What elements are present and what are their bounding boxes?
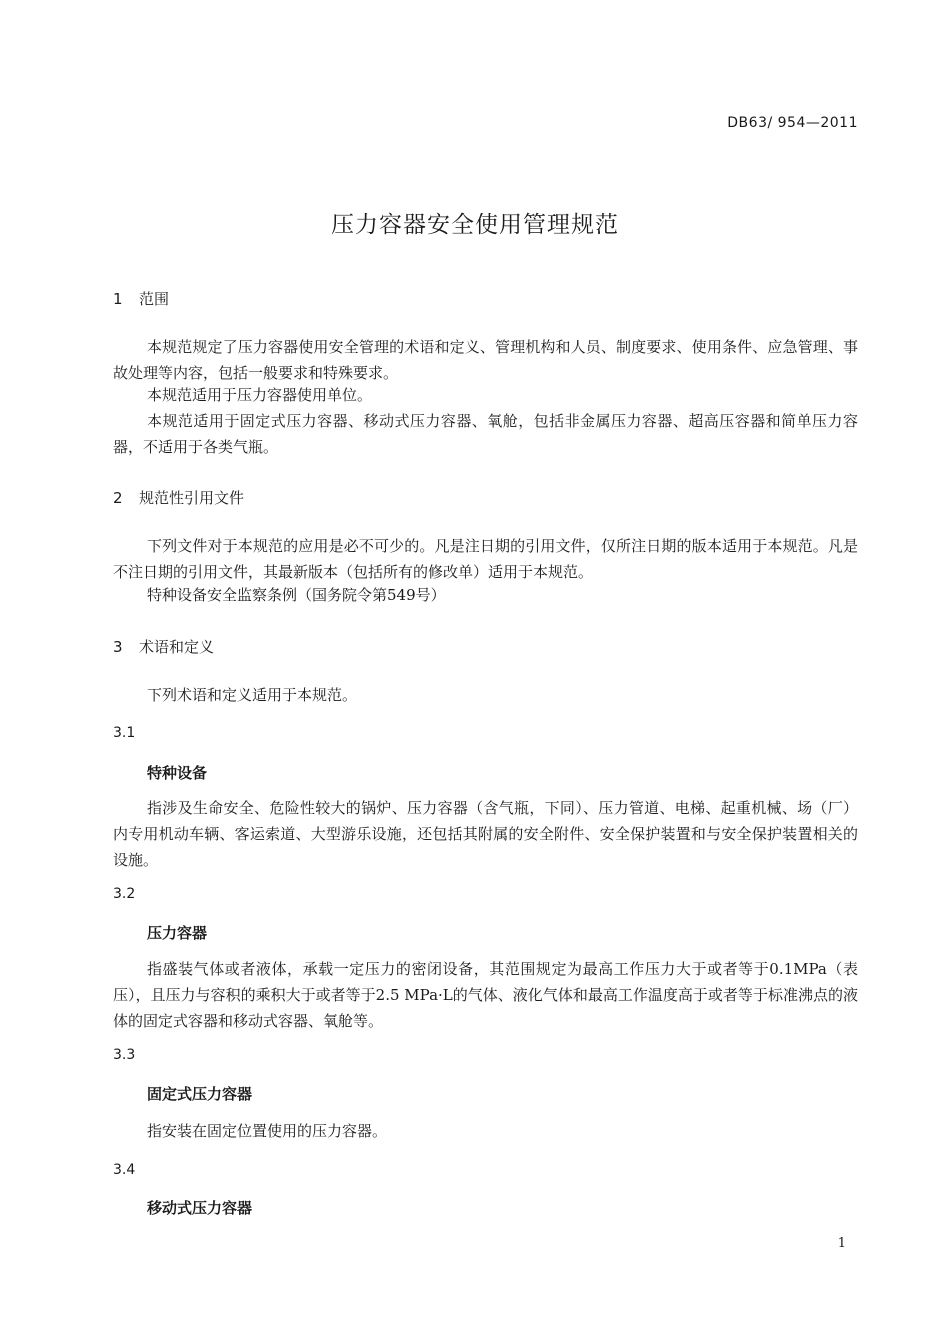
term-number: 3.1 xyxy=(113,725,136,741)
section-number: 1 xyxy=(113,290,123,308)
section-2-paragraph-2: 特种设备安全监察条例（国务院令第549号） xyxy=(147,586,446,604)
section-3-heading xyxy=(113,636,214,657)
section-2-heading xyxy=(113,487,244,508)
term-definition: 指安装在固定位置使用的压力容器。 xyxy=(147,1122,388,1140)
term-name: 压力容器 xyxy=(147,924,208,942)
term-name: 固定式压力容器 xyxy=(147,1085,253,1103)
section-title: 术语和定义 xyxy=(139,638,215,656)
section-3-intro: 下列术语和定义适用于本规范。 xyxy=(147,686,358,704)
section-number: 2 xyxy=(113,489,123,507)
section-title: 范围 xyxy=(139,290,170,308)
section-1-paragraph-3: 本规范适用于固定式压力容器、移动式压力容器、氧舱，包括非金属压力容器、超高压容器和简单压力容器，不适用于各类气瓶。 xyxy=(113,412,858,456)
section-title: 规范性引用文件 xyxy=(139,489,245,507)
page-number: 1 xyxy=(837,1236,846,1251)
term-name: 特种设备 xyxy=(147,764,208,782)
term-number: 3.3 xyxy=(113,1047,136,1063)
document-code: DB63/ 954—2011 xyxy=(727,115,858,131)
section-1-paragraph-1: 本规范规定了压力容器使用安全管理的术语和定义、管理机构和人员、制度要求、使用条件、应急管理、事故处理等内容，包括一般要求和特殊要求。 xyxy=(113,338,858,382)
document-title: 压力容器安全使用管理规范 xyxy=(331,212,619,238)
term-number: 3.4 xyxy=(113,1162,136,1178)
section-1-paragraph-2: 本规范适用于压力容器使用单位。 xyxy=(147,386,373,404)
term-definition: 指涉及生命安全、危险性较大的锅炉、压力容器（含气瓶，下同）、压力管道、电梯、起重机械、场（厂）内专用机动车辆、客运索道、大型游乐设施，还包括其附属的安全附件、安全保护装置和与安全保护装置相关的设施。 xyxy=(113,799,858,869)
section-2-paragraph-1: 下列文件对于本规范的应用是必不可少的。凡是注日期的引用文件，仅所注日期的版本适用于本规范。凡是不注日期的引用文件，其最新版本（包括所有的修改单）适用于本规范。 xyxy=(113,537,858,581)
term-definition: 指盛装气体或者液体，承载一定压力的密闭设备，其范围规定为最高工作压力大于或者等于0.1MPa（表压），且压力与容积的乘积大于或者等于2.5 MPa·L的气体、液化气体和最高工作温度高于或者等于标准沸点的液体的固定式容器和移动式容器、氧舱等。 xyxy=(113,960,858,1030)
term-number: 3.2 xyxy=(113,886,136,902)
section-number: 3 xyxy=(113,638,123,656)
section-1-heading xyxy=(113,288,169,309)
term-name: 移动式压力容器 xyxy=(147,1199,253,1217)
